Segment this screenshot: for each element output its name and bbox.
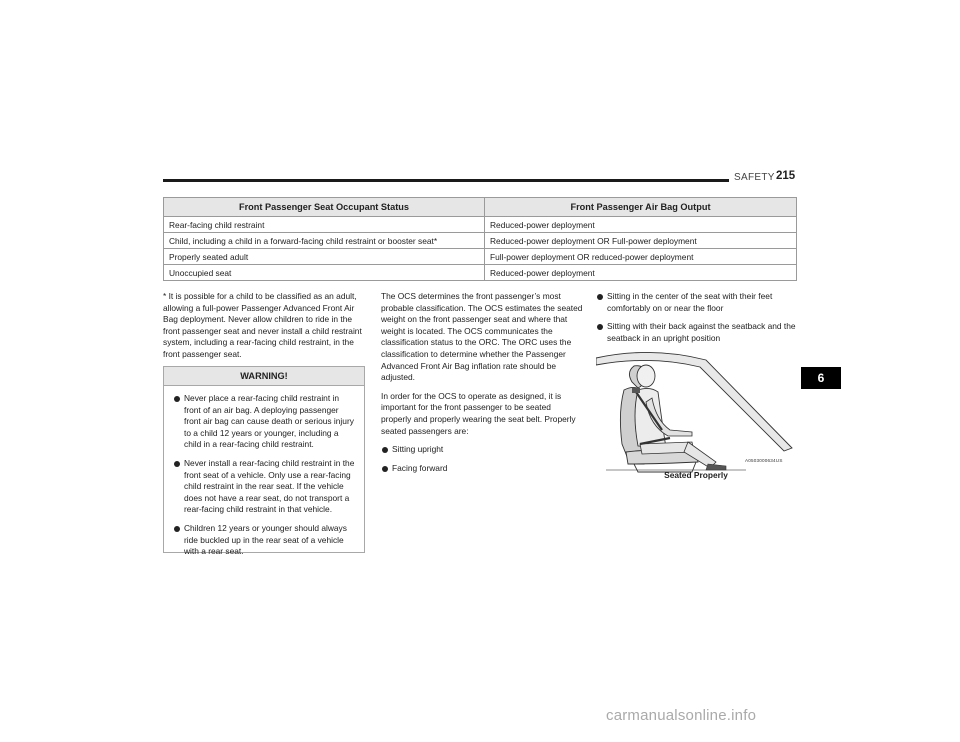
occupant-head [637, 365, 655, 387]
table-row [164, 233, 797, 249]
list-item-text: Sitting in the center of the seat with their feet comfortably on or near the floor [607, 291, 773, 313]
header-section-title: SAFETY [734, 172, 775, 183]
list-item [596, 291, 798, 314]
bullet-icon [597, 294, 603, 300]
list-item [173, 458, 355, 516]
table-header-air-bag-output: Front Passenger Air Bag Output [485, 198, 797, 217]
warning-list [164, 386, 364, 558]
table-header-occupant-status: Front Passenger Seat Occupant Status [164, 198, 485, 217]
right-column [596, 291, 798, 351]
ocs-paragraph-2: In order for the OCS to operate as designed, it is important for the front passenger to be seated properly and properly wearing the seat belt. Properly seated passengers are: [381, 390, 576, 436]
list-item-text: Sitting with their back against the seatback and the seatback in an upright position [607, 321, 796, 343]
watermark: carmanualsonline.info [606, 707, 757, 724]
warning-item-text: Children 12 years or younger should always ride buckled up in the rear seat of a vehicle with a rear seat. [184, 522, 347, 557]
figure-code: A0503000634US [745, 458, 783, 463]
table-cell: Child, including a child in a forward-facing child restraint or booster seat* [164, 233, 485, 249]
ocs-paragraph-1: The OCS determines the front passenger’s most probable classification. The OCS estimates the seated weight on the front passenger seat and where that weight is located. The OCS communicates the classification status to the ORC. The ORC uses the classification to determine whether the Passenger Advanced Front Air Bag inflation rate should be adjusted. [381, 291, 583, 383]
list-item [173, 393, 355, 451]
bullet-icon [174, 461, 180, 467]
chapter-tab: 6 [801, 367, 841, 389]
list-item [381, 444, 583, 456]
table-row [164, 249, 797, 265]
table-cell: Unoccupied seat [164, 265, 485, 281]
list-item [381, 463, 583, 475]
bullet-icon [597, 324, 603, 330]
warning-item-text: Never install a rear-facing child restraint in the front seat of a vehicle. Only use a rear-facing child restraint in the rear seat. If the vehicle does not have a rear seat, do not transport a rear-facing child restraint in that vehicle. [184, 457, 355, 515]
table-row [164, 217, 797, 233]
left-column [163, 291, 365, 368]
list-item-text: Facing forward [392, 462, 448, 473]
page-number: 215 [776, 170, 796, 182]
bullet-icon [174, 526, 180, 532]
table-cell: Reduced-power deployment [485, 217, 797, 233]
table-cell: Properly seated adult [164, 249, 485, 265]
table-cell: Reduced-power deployment [485, 265, 797, 281]
list-item [173, 523, 355, 558]
warning-item-text: Never place a rear-facing child restraint in front of an air bag. A deploying passenger front air bag can cause death or serious injury to a child 12 years or younger, including a child in a rear-facing child restraint. [184, 393, 354, 450]
table-cell: Reduced-power deployment OR Full-power deployment [485, 233, 797, 249]
middle-column [381, 291, 583, 481]
header-rule [163, 179, 729, 182]
bullet-icon [174, 396, 180, 402]
table-row [164, 265, 797, 281]
list-item [596, 321, 798, 344]
list-item-text: Sitting upright [392, 444, 444, 455]
table-cell: Rear-facing child restraint [164, 217, 485, 233]
warning-title: WARNING! [164, 367, 364, 386]
warning-box [163, 366, 365, 557]
table-cell: Full-power deployment OR reduced-power deployment [485, 249, 797, 265]
bullet-icon [382, 447, 388, 453]
table-header-row [164, 198, 797, 217]
belt-anchor [632, 388, 640, 393]
occupant-status-table [163, 197, 797, 281]
figure-caption: Seated Properly [664, 470, 728, 480]
footnote-text: * It is possible for a child to be classified as an adult, allowing a full-power Passenger Advanced Front Air Bag deployment. Never allow children to ride in the front passenger seat and never install a child restraint system, including a rear-facing child restraint, in the front passenger seat. [163, 291, 362, 359]
bullet-icon [382, 466, 388, 472]
